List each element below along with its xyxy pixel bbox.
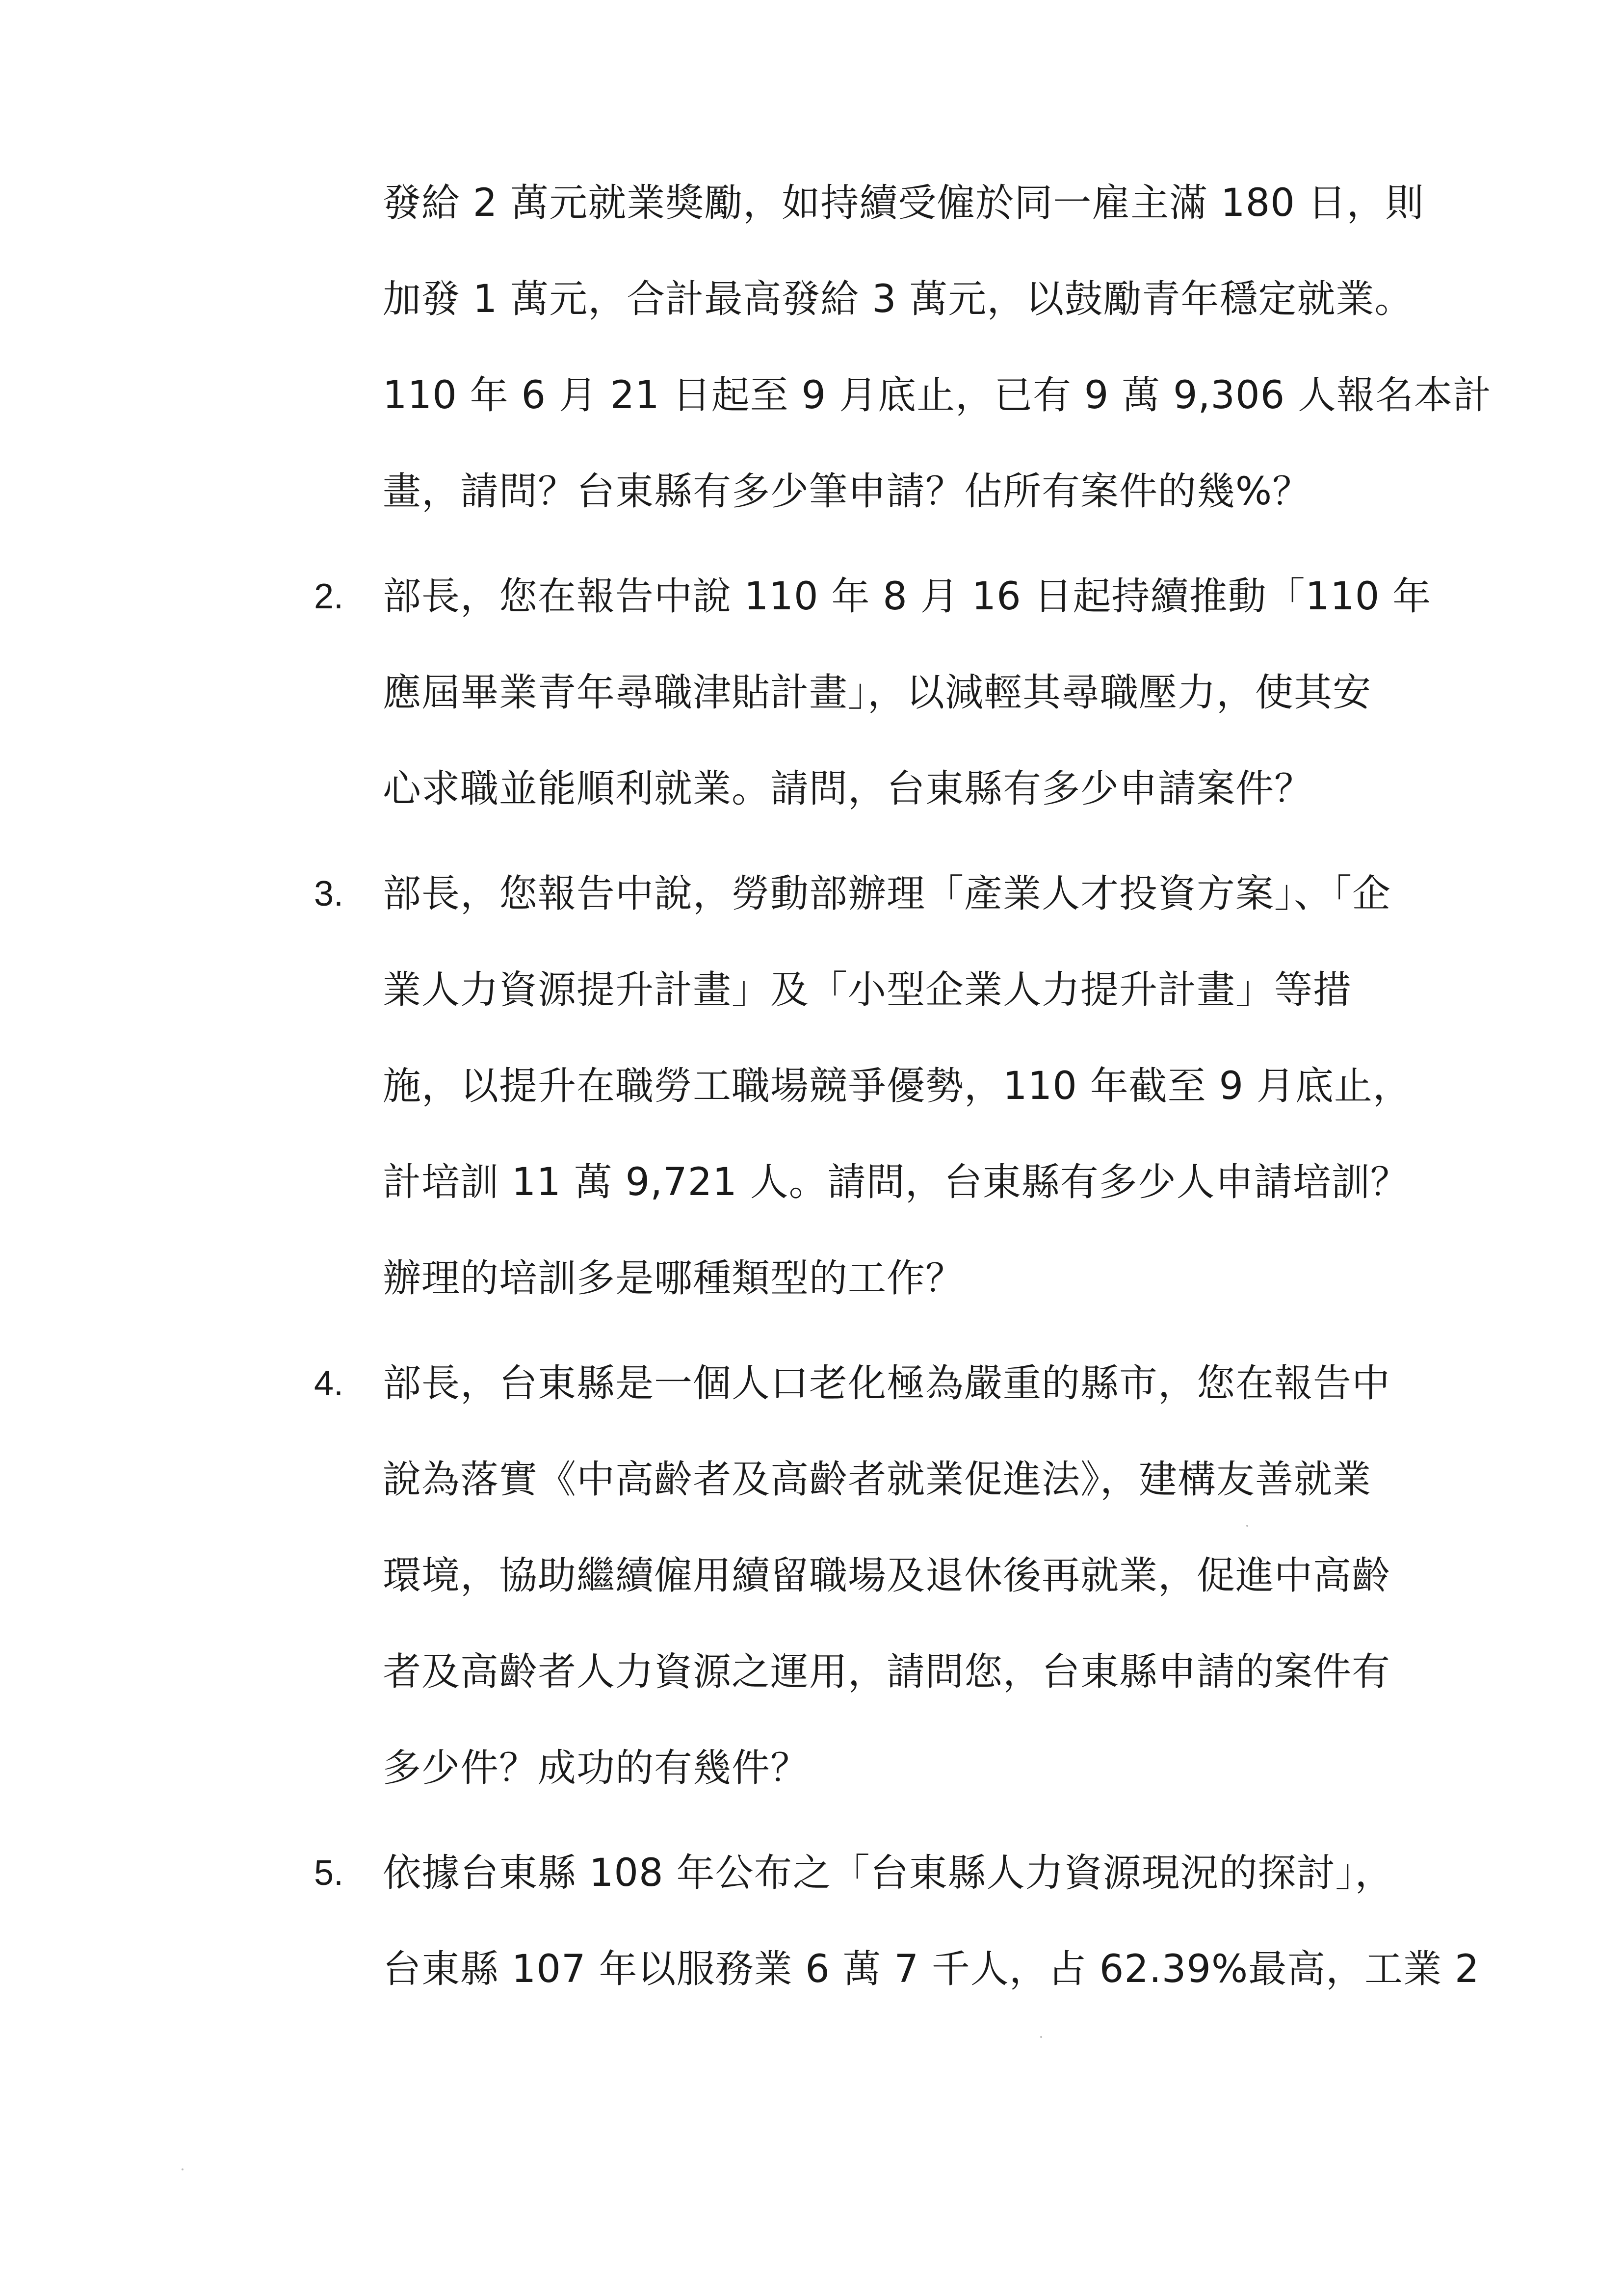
item-3-line-1: 部長，您報告中說，勞動部辦理「產業人才投資方案」、「企 xyxy=(383,872,1391,916)
item-3-line-4: 計培訓 11 萬 9,721 人。請問，台東縣有多少人申請培訓？ xyxy=(383,1160,1409,1204)
item-2-line-2: 應屆畢業青年尋職津貼計畫」，以減輕其尋職壓力，使其安 xyxy=(383,671,1372,715)
item-3-number: 3. xyxy=(314,874,344,913)
item-4-line-3: 環境，協助繼續僱用續留職場及退休後再就業，促進中高齡 xyxy=(383,1554,1391,1598)
item-4-line-5: 多少件？成功的有幾件？ xyxy=(383,1746,810,1790)
item-4-number: 4. xyxy=(314,1364,344,1403)
scan-speck xyxy=(182,2168,183,2170)
item-4-line-4: 者及高齡者人力資源之運用，請問您，台東縣申請的案件有 xyxy=(383,1650,1391,1694)
item-5-line-1: 依據台東縣 108 年公布之「台東縣人力資源現況的探討」， xyxy=(383,1851,1394,1895)
item-2-line-3: 心求職並能順利就業。請問，台東縣有多少申請案件？ xyxy=(383,767,1313,811)
item-4-line-1: 部長，台東縣是一個人口老化極為嚴重的縣市，您在報告中 xyxy=(383,1361,1391,1406)
paragraph-1-line-1: 發給 2 萬元就業獎勵，如持續受僱於同一雇主滿 180 日，則 xyxy=(383,181,1424,225)
paragraph-1-line-4: 畫，請問？台東縣有多少筆申請？佔所有案件的幾%？ xyxy=(383,470,1311,514)
item-5-number: 5. xyxy=(314,1853,344,1893)
item-3-line-3: 施，以提升在職勞工職場競爭優勢，110 年截至 9 月底止， xyxy=(383,1064,1412,1108)
item-2-number: 2. xyxy=(314,577,344,616)
scan-speck xyxy=(1246,1525,1248,1527)
paragraph-1-line-3: 110 年 6 月 21 日起至 9 月底止，已有 9 萬 9,306 人報名本計 xyxy=(383,373,1492,417)
scan-speck xyxy=(1040,2036,1042,2038)
item-2-line-1: 部長，您在報告中說 110 年 8 月 16 日起持續推動「110 年 xyxy=(383,574,1432,619)
item-3-line-2: 業人力資源提升計畫」及「小型企業人力提升計畫」等措 xyxy=(383,968,1352,1012)
paragraph-1-line-2: 加發 1 萬元，合計最高發給 3 萬元，以鼓勵青年穩定就業。 xyxy=(383,277,1414,321)
item-4-line-2: 說為落實《中高齡者及高齡者就業促進法》，建構友善就業 xyxy=(383,1458,1372,1502)
item-5-line-2: 台東縣 107 年以服務業 6 萬 7 千人，占 62.39%最高，工業 2 xyxy=(383,1947,1480,1991)
item-3-line-5: 辦理的培訓多是哪種類型的工作？ xyxy=(383,1256,965,1301)
